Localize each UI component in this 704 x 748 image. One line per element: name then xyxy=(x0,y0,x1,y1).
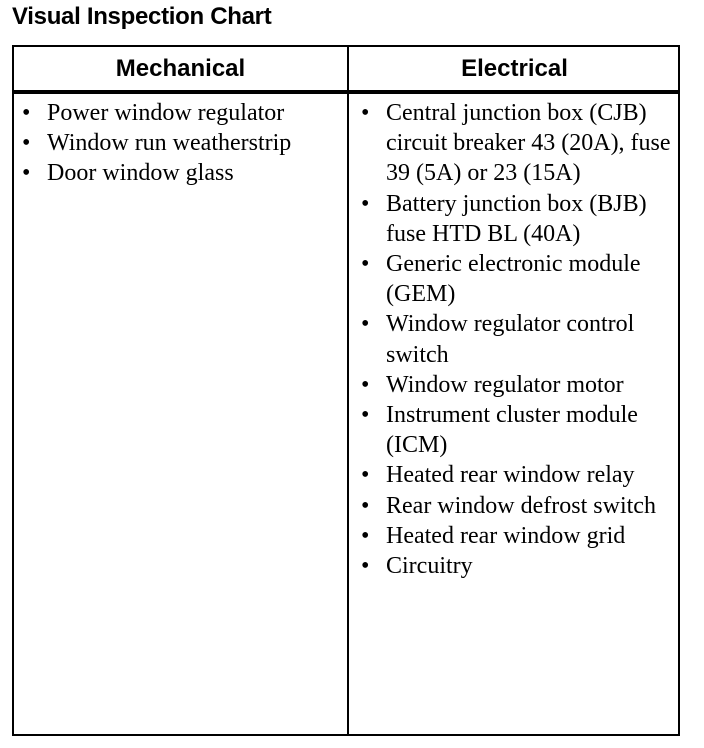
mechanical-column-header: Mechanical xyxy=(115,55,246,82)
electrical-column-header: Electrical xyxy=(461,55,568,82)
electrical-item: • Heated rear window grid xyxy=(359,521,677,551)
mechanical-item: • Window run weatherstrip xyxy=(20,128,340,158)
electrical-item: • Window regulator control switch xyxy=(359,309,677,369)
electrical-item: • Window regulator motor xyxy=(359,370,677,400)
inspection-table xyxy=(12,45,680,736)
electrical-item: • Rear window defrost switch xyxy=(359,491,677,521)
chart-title: Visual Inspection Chart xyxy=(12,3,272,30)
electrical-item: • Heated rear window relay xyxy=(359,460,677,490)
electrical-item: • Generic electronic module (GEM) xyxy=(359,249,677,309)
mechanical-item: • Power window regulator xyxy=(20,98,340,128)
electrical-item: • Circuitry xyxy=(359,551,677,581)
mechanical-items-list xyxy=(20,98,340,189)
electrical-item: • Battery junction box (BJB) fuse HTD BL (40A) xyxy=(359,189,677,249)
electrical-item: • Instrument cluster module (ICM) xyxy=(359,400,677,460)
electrical-item: • Central junction box (CJB) circuit breaker 43 (20A), fuse 39 (5A) or 23 (15A) xyxy=(359,98,677,189)
column-divider xyxy=(347,47,349,734)
mechanical-item: • Door window glass xyxy=(20,158,340,188)
header-rule xyxy=(14,90,678,94)
electrical-items-list xyxy=(359,98,677,581)
